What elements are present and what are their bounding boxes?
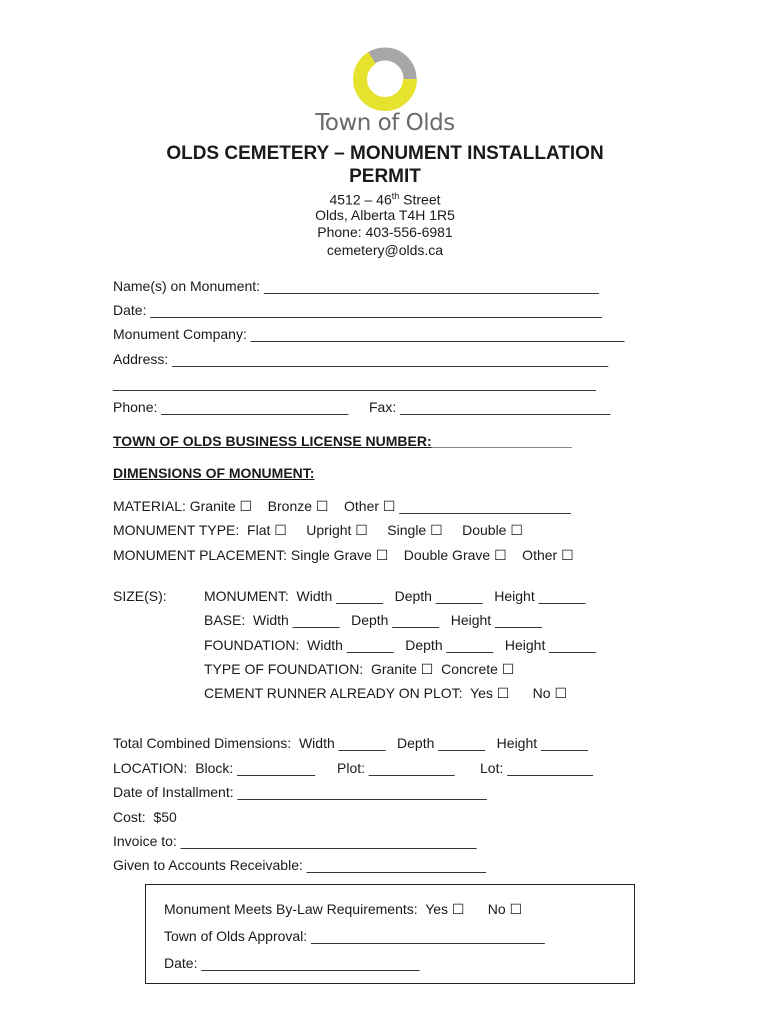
address-line2-field[interactable]: ______________________________________________________________ [113, 375, 596, 391]
monument-company-field[interactable]: Monument Company: ________________________________________________ [113, 326, 625, 342]
material-row[interactable]: MATERIAL: Granite ☐ Bronze ☐ Other ☐ ______________________ [113, 498, 571, 514]
monument-placement-row[interactable]: MONUMENT PLACEMENT: Single Grave ☐ Double Grave ☐ Other ☐ [113, 547, 574, 563]
address-field[interactable]: Address: ________________________________________________________ [113, 351, 609, 367]
business-license-field[interactable]: __________________ [431, 433, 572, 449]
address-line: 4512 – 46th Street [329, 191, 441, 208]
date-field[interactable]: Date: __________________________________________________________ [113, 302, 602, 318]
logo-text: Town of Olds [315, 110, 455, 136]
city-line: Olds, Alberta T4H 1R5 [315, 207, 455, 223]
fax-field[interactable]: Fax: ___________________________ [369, 399, 611, 415]
total-dimensions-row[interactable]: Total Combined Dimensions: Width ______ Depth ______ Height ______ [113, 735, 588, 751]
phone-line: Phone: 403-556-6981 [317, 224, 453, 240]
bylaw-requirements-row[interactable]: Monument Meets By-Law Requirements: Yes ☐ No ☐ [164, 901, 523, 917]
cement-runner-row[interactable]: CEMENT RUNNER ALREADY ON PLOT: Yes ☐ No ☐ [204, 685, 568, 701]
foundation-type-row[interactable]: TYPE OF FOUNDATION: Granite ☐ Concrete ☐ [204, 661, 515, 677]
phone-field[interactable]: Phone: ________________________ [113, 399, 349, 415]
monument-size-row[interactable]: MONUMENT: Width ______ Depth ______ Height ______ [204, 588, 586, 604]
accounts-receivable-field[interactable]: Given to Accounts Receivable: _______________________ [113, 857, 486, 873]
town-approval-field[interactable]: Town of Olds Approval: ______________________________ [164, 928, 545, 944]
names-on-monument-field[interactable]: Name(s) on Monument: ___________________________________________ [113, 278, 599, 294]
location-plot-field[interactable]: Plot: ___________ [337, 760, 455, 776]
location-block-field[interactable]: LOCATION: Block: __________ [113, 760, 316, 776]
business-license-label: TOWN OF OLDS BUSINESS LICENSE NUMBER:__________________ [113, 433, 572, 449]
installment-date-field[interactable]: Date of Installment: ________________________________ [113, 784, 487, 800]
base-size-row[interactable]: BASE: Width ______ Depth ______ Height ______ [204, 612, 542, 628]
document-title-line2: PERMIT [349, 166, 421, 187]
location-lot-field[interactable]: Lot: ___________ [480, 760, 593, 776]
approval-date-field[interactable]: Date: ____________________________ [164, 955, 420, 971]
email-line: cemetery@olds.ca [326, 242, 444, 258]
foundation-size-row[interactable]: FOUNDATION: Width ______ Depth ______ Height ______ [204, 637, 596, 653]
cost-text: Cost: $50 [113, 809, 177, 825]
invoice-to-field[interactable]: Invoice to: ______________________________________ [113, 833, 477, 849]
approval-box [145, 884, 635, 984]
sizes-label: SIZE(S): [113, 588, 167, 604]
document-title: OLDS CEMETERY – MONUMENT INSTALLATION [166, 143, 604, 164]
town-of-olds-logo-icon [350, 44, 420, 114]
monument-type-row[interactable]: MONUMENT TYPE: Flat ☐ Upright ☐ Single ☐ Double ☐ [113, 522, 523, 538]
dimensions-heading: DIMENSIONS OF MONUMENT: [113, 465, 315, 481]
